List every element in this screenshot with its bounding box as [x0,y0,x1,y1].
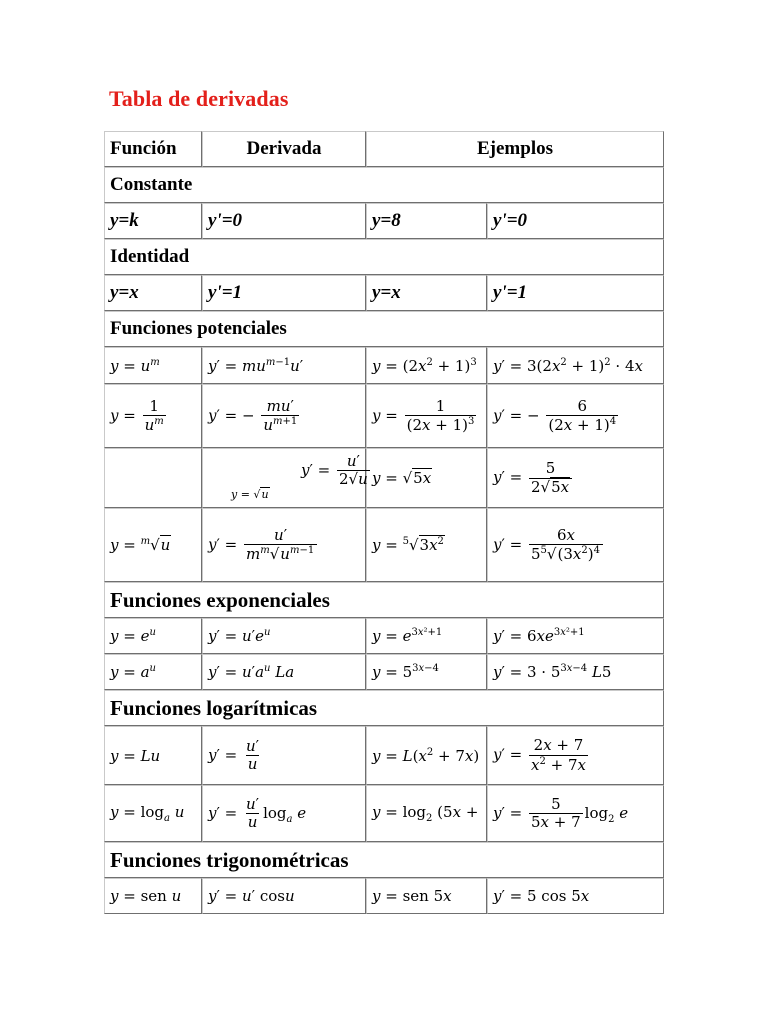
table-row [104,448,664,508]
table-header-row [104,131,664,167]
table-row [104,726,664,785]
header-derivada: Derivada [202,131,366,167]
formula-ln-function: y = Lu [104,726,202,785]
formula-exp-a-derivative: $y' = u'a^u$ La [202,654,366,690]
formula-sin-example: y = sen 5x [366,878,487,914]
header-ejemplos: Ejemplos [366,131,664,167]
formula-exp-a-function: $y = a^u$ [104,654,202,690]
cell-empty [104,448,202,508]
section-row-logaritmicas [104,690,664,726]
formula-log-derivative: y′ = $\frac{u'}{u}$ $\log_a e$ [202,785,366,842]
formula-reciprocal-example: y = $\frac{1}{(2x + 1)^3}$ [366,384,487,448]
formula-root-function: y = $^m$√u [104,508,202,582]
section-title-potenciales: Funciones potenciales [104,311,664,347]
formula-sin-derivative: y′ = u′ cosu [202,878,366,914]
table-row [104,384,664,448]
section-title-logaritmicas: Funciones logarítmicas [104,690,664,726]
formula-root-example: $y = ^5√3x^2$ [366,508,487,582]
formula-reciprocal-example-derivative: y′ = − $\frac{6}{(2x + 1)^4}$ [487,384,664,448]
formula-power-function: $y = u^m$ [104,347,202,384]
formula-exp-e-derivative: $y' = u'e^u$ [202,618,366,654]
formula-exp-e-example: $y = e^{3x^2+1}$ [366,618,487,654]
formula-ln-example: $y = L(x^2 + 7x)$ [366,726,487,785]
section-row-constante [104,167,664,203]
formula-log-example-derivative: y′ = $\frac{5}{5x + 7}$ $\log_2 e$ [487,785,664,842]
cell-ejemplo: y=8 [366,203,487,239]
formula-exp-e-function: $y = e^u$ [104,618,202,654]
section-title-trigonometricas: Funciones trigonométricas [104,842,664,878]
formula-ln-example-derivative: y′ = $\frac{2x + 7}{x^2 + 7x}$ [487,726,664,785]
formula-log-example: $y = \log_2 (5x$ + [366,785,487,842]
cell-ejemplo: y=x [366,275,487,311]
formula-exp-e-example-derivative: $y' = 6xe^{3x^2+1}$ [487,618,664,654]
table-row [104,203,664,239]
cell-funcion: y=x [104,275,202,311]
section-row-exponenciales [104,582,664,618]
section-row-trigonometricas [104,842,664,878]
cell-ejemplo-derivada: y'=1 [487,275,664,311]
section-title-constante: Constante [104,167,664,203]
formula-power-derivative: $y' = mu^{m-1}u'$ [202,347,366,384]
section-title-identidad: Identidad [104,239,664,275]
cell-derivada: y'=0 [202,203,366,239]
page-title: Tabla de derivadas [109,86,289,111]
formula-power-example: $y = (2x^2 + 1)^3$ [366,347,487,384]
derivatives-table [104,131,664,914]
formula-ln-derivative: y′ = $\frac{u'}{u}$ [202,726,366,785]
table-row [104,347,664,384]
table-row [104,275,664,311]
formula-power-example-derivative: $y' = 3(2x^2 + 1)^2 \cdot 4x$ [487,347,664,384]
formula-sin-function: y = sen u [104,878,202,914]
cell-ejemplo-derivada: y'=0 [487,203,664,239]
table-row [104,785,664,842]
section-row-potenciales [104,311,664,347]
table-row [104,618,664,654]
section-title-exponenciales: Funciones exponenciales [104,582,664,618]
cell-derivada: y'=1 [202,275,366,311]
table-row [104,508,664,582]
header-funcion: Función [104,131,202,167]
formula-reciprocal-derivative: y′ = − $\frac{mu'}{u^{m+1}}$ [202,384,366,448]
table-row [104,654,664,690]
table-row [104,878,664,914]
formula-sqrt-derivative: y = √u y′ = $\frac{u'}{2√u}$ [202,448,366,508]
formula-sqrt-example-derivative: y′ = $\frac{5}{2√5x}$ [487,448,664,508]
formula-sin-example-derivative: y′ = 5 cos 5x [487,878,664,914]
formula-reciprocal-function: y = $\frac{1}{u^m}$ [104,384,202,448]
formula-exp-a-example: $y = 5^{3x-4}$ [366,654,487,690]
cell-funcion: y=k [104,203,202,239]
formula-root-derivative: y′ = $\frac{u'}{m^m√u^{m-1}}$ [202,508,366,582]
formula-log-function: $y = \log_a u$ [104,785,202,842]
formula-exp-a-example-derivative: $y' = 3 \cdot 5^{3x-4}$ L5 [487,654,664,690]
section-row-identidad [104,239,664,275]
formula-sqrt-example: y = √5x [366,448,487,508]
formula-root-example-derivative: y′ = $\frac{6x}{5^5√(3x^2)^4}$ [487,508,664,582]
